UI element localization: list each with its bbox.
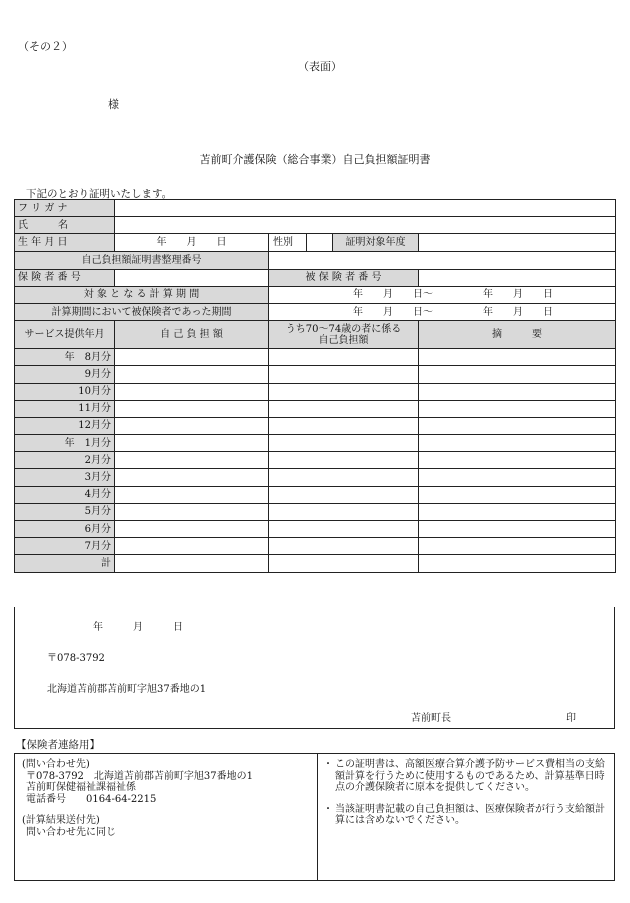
- remarks-cell[interactable]: [419, 435, 616, 452]
- sex-field[interactable]: [307, 234, 333, 251]
- elder-cell[interactable]: [269, 486, 419, 503]
- side-label: （表面）: [298, 60, 342, 73]
- copay-cell[interactable]: [115, 435, 269, 452]
- elder-cell[interactable]: [269, 452, 419, 469]
- remarks-cell[interactable]: [419, 503, 616, 520]
- remarks-cell[interactable]: [419, 400, 616, 417]
- insured-no-field[interactable]: [419, 269, 616, 286]
- furigana-field[interactable]: [115, 200, 616, 217]
- issuer-postal: 〒078-3792: [47, 653, 105, 664]
- remarks-cell[interactable]: [419, 417, 616, 434]
- certificate-form: [14, 199, 616, 573]
- copay-cell[interactable]: [115, 383, 269, 400]
- row-name: [15, 217, 616, 234]
- part-label: （その２）: [18, 40, 73, 53]
- elder-cell[interactable]: [269, 383, 419, 400]
- month-label: 2月分: [15, 452, 115, 469]
- elder-cell[interactable]: [269, 435, 419, 452]
- copay-cell[interactable]: [115, 486, 269, 503]
- row-furigana: [15, 200, 616, 217]
- table-row: [15, 400, 616, 417]
- copay-cell[interactable]: [115, 469, 269, 486]
- table-row: [15, 521, 616, 538]
- col-elder-line2: 自己負担額: [318, 334, 369, 346]
- elder-cell[interactable]: [269, 521, 419, 538]
- inquiry-address: 〒078-3792 北海道苫前郡苫前町字旭37番地の1: [26, 770, 254, 782]
- row-insurer: [15, 269, 616, 286]
- table-row: [15, 452, 616, 469]
- row-columns: [15, 321, 616, 349]
- elder-cell[interactable]: [269, 538, 419, 555]
- insurer-no-label: 保 険 者 番 号: [15, 269, 115, 286]
- month-label: 11月分: [15, 400, 115, 417]
- copay-cell[interactable]: [115, 366, 269, 383]
- elder-cell[interactable]: [269, 417, 419, 434]
- remarks-cell[interactable]: [419, 469, 616, 486]
- month-label: 9月分: [15, 366, 115, 383]
- col-month-header: サービス提供年月: [15, 321, 115, 349]
- total-label: 計: [15, 555, 115, 572]
- insured-no-label: 被 保 険 者 番 号: [269, 269, 419, 286]
- month-label: 年 1月分: [15, 435, 115, 452]
- remarks-cell[interactable]: [419, 349, 616, 366]
- name-field[interactable]: [115, 217, 616, 234]
- copay-cell[interactable]: [115, 400, 269, 417]
- insured-period-label: 計算期間において被保険者であった期間: [15, 303, 269, 320]
- contact-section-label: 【保険者連絡用】: [16, 739, 100, 751]
- row-period: [15, 286, 616, 303]
- copay-cell[interactable]: [115, 538, 269, 555]
- total-remarks-cell[interactable]: [419, 555, 616, 572]
- month-label: 10月分: [15, 383, 115, 400]
- remarks-cell[interactable]: [419, 366, 616, 383]
- issuer-block: [14, 607, 615, 729]
- inquiry-phone: 電話番号 0164-64-2215: [26, 793, 157, 805]
- month-label: 7月分: [15, 538, 115, 555]
- copay-cell[interactable]: [115, 503, 269, 520]
- month-label: 5月分: [15, 503, 115, 520]
- mayor-label: 苫前町長: [411, 713, 451, 724]
- inquiry-label: (問い合わせ先): [22, 759, 90, 770]
- birthdate-label: 生 年 月 日: [15, 234, 115, 252]
- cert-year-field[interactable]: [419, 234, 616, 252]
- table-row: [15, 383, 616, 400]
- cert-number-label: 自己負担額証明書整理番号: [15, 252, 269, 269]
- table-row: [15, 469, 616, 486]
- insurer-no-field[interactable]: [115, 269, 269, 286]
- remarks-cell[interactable]: [419, 538, 616, 555]
- name-label: 氏 名: [15, 217, 115, 234]
- contact-divider: [317, 754, 318, 880]
- contact-left: [22, 759, 312, 838]
- result-label: (計算結果送付先): [22, 815, 100, 826]
- total-elder-cell[interactable]: [269, 555, 419, 572]
- copay-cell[interactable]: [115, 452, 269, 469]
- col-remarks-header: 摘 要: [419, 321, 616, 349]
- remarks-cell[interactable]: [419, 486, 616, 503]
- row-birthdate: [15, 234, 616, 252]
- table-row: [15, 538, 616, 555]
- contact-block: [14, 753, 615, 881]
- copay-cell[interactable]: [115, 349, 269, 366]
- remarks-cell[interactable]: [419, 521, 616, 538]
- col-copay-header: 自 己 負 担 額: [115, 321, 269, 349]
- copay-cell[interactable]: [115, 417, 269, 434]
- sex-and-year: [269, 234, 419, 252]
- period-field[interactable]: 年 月 日〜 年 月 日: [269, 286, 616, 303]
- contact-notes: [325, 759, 611, 837]
- cert-number-field[interactable]: [269, 252, 616, 269]
- seal-mark: 印: [566, 713, 576, 724]
- table-row: [15, 503, 616, 520]
- birthdate-field[interactable]: 年 月 日: [115, 234, 269, 252]
- row-insured-period: [15, 303, 616, 320]
- col-elder-line1: うち70〜74歳の者に係る: [285, 323, 402, 335]
- table-row: [15, 435, 616, 452]
- sex-label: 性別: [269, 234, 307, 251]
- issuer-address: 北海道苫前郡苫前町字旭37番地の1: [47, 684, 207, 695]
- copay-cell[interactable]: [115, 521, 269, 538]
- furigana-label: フ リ ガ ナ: [15, 200, 115, 217]
- issue-date: 年 月 日: [93, 622, 183, 633]
- row-cert-number: [15, 252, 616, 269]
- addressee-suffix: 様: [108, 98, 119, 111]
- table-row: [15, 486, 616, 503]
- elder-cell[interactable]: [269, 366, 419, 383]
- note-exclusion: ・ 当該証明書記載の自己負担額は、医療保険者が行う支給額計算には含めないでください。: [325, 804, 611, 827]
- table-row: [15, 417, 616, 434]
- intro-text: 下記のとおり証明いたします。: [26, 188, 173, 200]
- total-copay-cell[interactable]: [115, 555, 269, 572]
- month-label: 12月分: [15, 417, 115, 434]
- remarks-cell[interactable]: [419, 383, 616, 400]
- document-title: 苫前町介護保険（総合事業）自己負担額証明書: [199, 153, 431, 166]
- month-label: 3月分: [15, 469, 115, 486]
- month-label: 年 8月分: [15, 349, 115, 366]
- elder-cell[interactable]: [269, 400, 419, 417]
- col-elder-header: [269, 321, 419, 349]
- insured-period-field[interactable]: 年 月 日〜 年 月 日: [269, 303, 616, 320]
- note-original: ・ この証明書は、高額医療合算介護予防サービス費相当の支給額計算を行うために使用するものであるため、計算基準日時点の介護保険者に原本を提供してください。: [325, 759, 611, 794]
- inquiry-dept: 苫前町保健福祉課福祉係: [26, 782, 136, 793]
- remarks-cell[interactable]: [419, 452, 616, 469]
- elder-cell[interactable]: [269, 349, 419, 366]
- elder-cell[interactable]: [269, 503, 419, 520]
- month-label: 4月分: [15, 486, 115, 503]
- elder-cell[interactable]: [269, 469, 419, 486]
- period-label: 対 象 と な る 計 算 期 間: [15, 286, 269, 303]
- month-label: 6月分: [15, 521, 115, 538]
- table-row: [15, 349, 616, 366]
- cert-year-label: 証明対象年度: [333, 234, 418, 251]
- row-total: [15, 555, 616, 572]
- table-row: [15, 366, 616, 383]
- result-value: 問い合わせ先に同じ: [26, 826, 116, 838]
